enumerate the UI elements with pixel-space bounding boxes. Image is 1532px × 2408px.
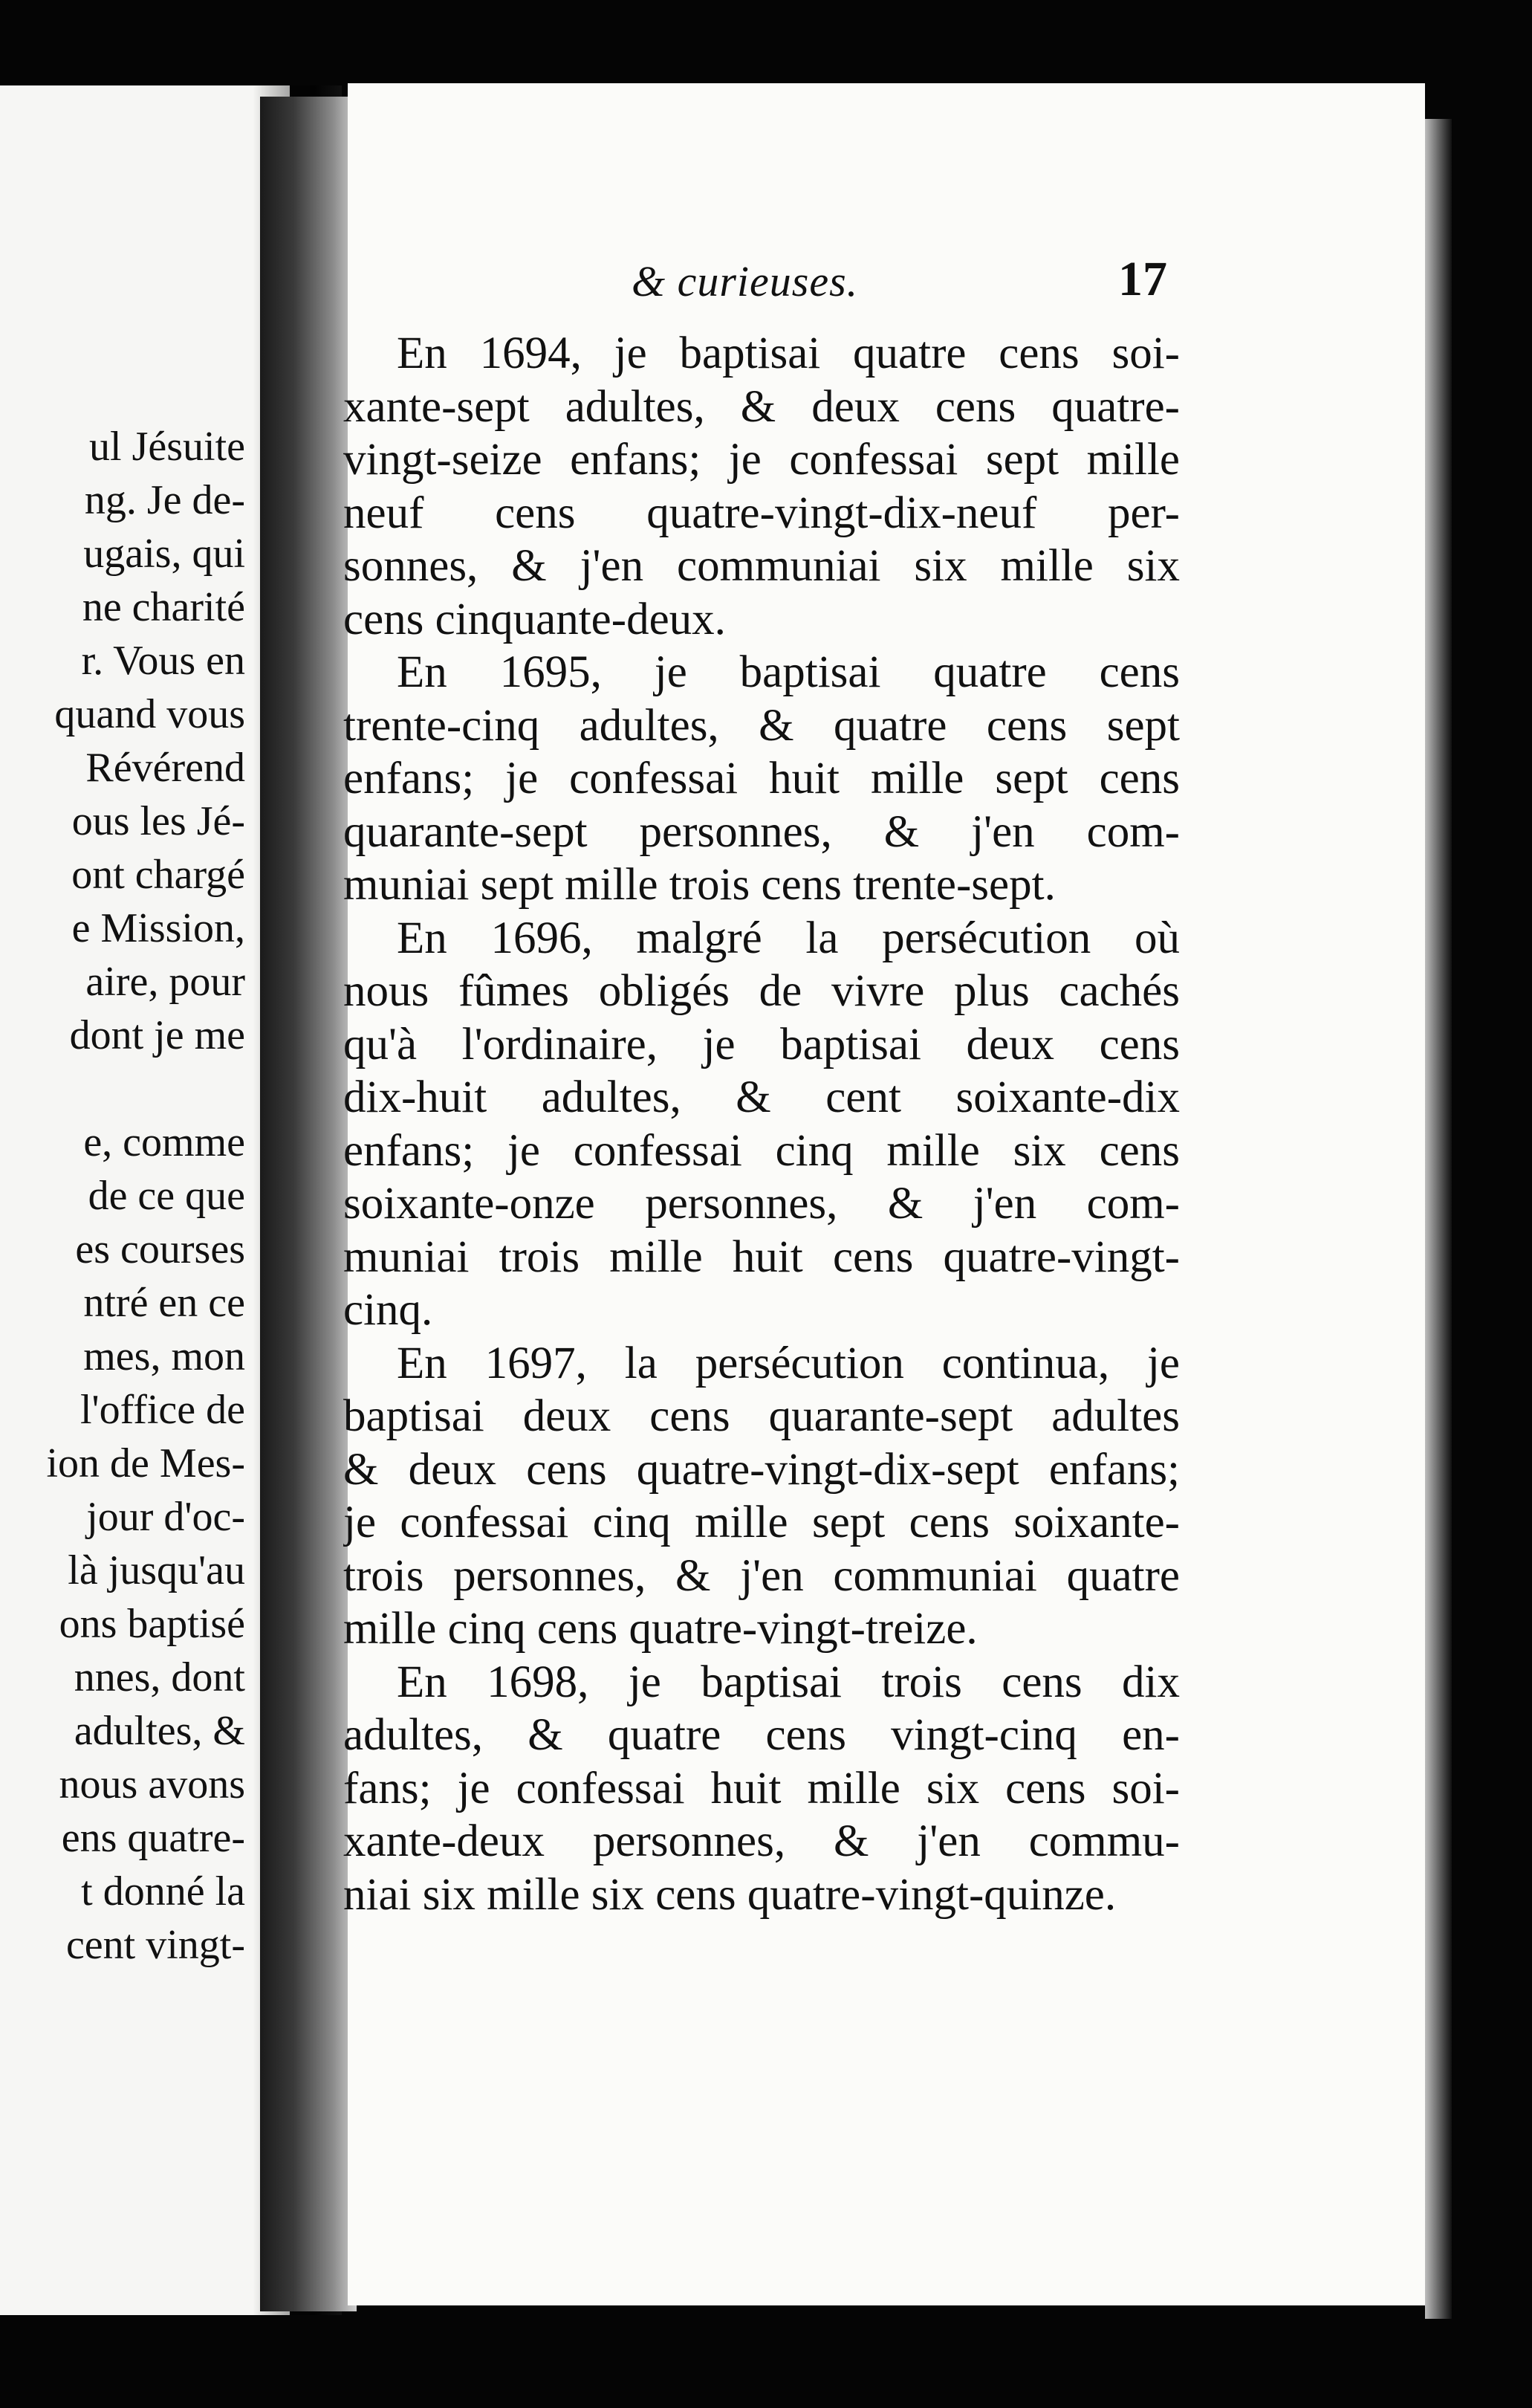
text-line: adultes, & quatre cens vingt-cinq en- — [343, 1710, 1180, 1760]
text-line: muniai sept mille trois cens trente-sept. — [343, 860, 1056, 910]
paragraph — [343, 1656, 1180, 1922]
left-page-line: aire, pour — [85, 959, 245, 1005]
paragraph — [343, 912, 1180, 1337]
left-page-line: ons baptisé — [59, 1601, 245, 1647]
text-line: xante-deux personnes, & j'en commu- — [343, 1816, 1180, 1866]
left-page-line: ion de Mes- — [46, 1440, 245, 1486]
text-line: qu'à l'ordinaire, je baptisai deux cens — [343, 1019, 1180, 1069]
left-page-line: r. Vous en — [81, 638, 245, 684]
left-page-line: adultes, & — [74, 1708, 245, 1754]
text-line: dix-huit adultes, & cent soixante-dix — [343, 1072, 1180, 1122]
left-page-line: e Mission, — [71, 905, 245, 951]
left-page-text — [7, 420, 245, 1972]
left-page-line: ens quatre- — [61, 1815, 245, 1861]
text-line: cens cinquante-deux. — [343, 594, 726, 644]
text-line: baptisai deux cens quarante-sept adultes — [343, 1391, 1180, 1441]
left-page-line: ng. Je de- — [84, 477, 245, 523]
running-head: & curieuses. — [632, 257, 859, 305]
text-line: muniai trois mille huit cens quatre-vingt- — [343, 1231, 1180, 1282]
left-page-line: ont chargé — [71, 852, 245, 898]
text-line: quarante-sept personnes, & j'en com- — [343, 806, 1180, 857]
left-page-line — [7, 1062, 245, 1116]
paragraph — [343, 1337, 1180, 1656]
left-page-line: Révérend — [85, 745, 245, 791]
left-page-line: ous les Jé- — [71, 798, 245, 844]
left-page-line: mes, mon — [83, 1333, 245, 1379]
left-page-line: ne charité — [82, 584, 245, 630]
left-page-line: l'office de — [79, 1387, 245, 1433]
left-page-line: ntré en ce — [83, 1280, 245, 1326]
text-line: vingt-seize enfans; je confessai sept mille — [343, 435, 1180, 485]
text-line: enfans; je confessai huit mille sept cens — [343, 754, 1180, 803]
text-line: enfans; je confessai cinq mille six cens — [343, 1125, 1180, 1176]
left-page-line: là jusqu'au — [68, 1547, 245, 1593]
body-text — [343, 327, 1180, 1921]
left-page — [0, 85, 290, 2315]
page-number: 17 — [1118, 252, 1167, 306]
left-page-line: t donné la — [81, 1868, 245, 1915]
text-line: niai six mille six cens quatre-vingt-quinze. — [343, 1869, 1117, 1920]
text-line: sonnes, & j'en communiai six mille six — [343, 541, 1180, 591]
right-page-edge — [1425, 119, 1452, 2319]
left-page-line: es courses — [75, 1226, 245, 1272]
text-line: En 1694, je baptisai quatre cens soi- — [397, 328, 1180, 378]
text-line: neuf cens quatre-vingt-dix-neuf per- — [343, 488, 1180, 538]
book-gutter — [260, 97, 357, 2311]
text-line: je confessai cinq mille sept cens soixante- — [343, 1498, 1180, 1547]
left-page-line: e, comme — [83, 1119, 245, 1165]
text-line: fans; je confessai huit mille six cens soi- — [343, 1763, 1180, 1813]
left-page-line: quand vous — [54, 691, 245, 737]
left-page-line: cent vingt- — [65, 1922, 245, 1968]
text-line: trente-cinq adultes, & quatre cens sept — [343, 700, 1180, 751]
text-line: trois personnes, & j'en communiai quatre — [343, 1550, 1180, 1601]
left-page-line: jour d'oc- — [86, 1494, 245, 1540]
left-page-line: ul Jésuite — [89, 424, 245, 470]
text-line: En 1696, malgré la persécution où — [397, 913, 1180, 963]
left-page-line: nous avons — [59, 1761, 245, 1807]
left-page-line: dont je me — [69, 1012, 245, 1058]
text-line: nous fûmes obligés de vivre plus cachés — [343, 966, 1180, 1016]
text-line: En 1698, je baptisai trois cens dix — [397, 1657, 1180, 1707]
paragraph — [343, 327, 1180, 646]
left-page-line: nnes, dont — [74, 1654, 245, 1700]
text-line: En 1697, la persécution continua, je — [397, 1338, 1180, 1388]
paragraph — [343, 646, 1180, 912]
text-line: xante-sept adultes, & deux cens quatre- — [343, 381, 1180, 432]
text-line: mille cinq cens quatre-vingt-treize. — [343, 1604, 978, 1654]
text-line: cinq. — [343, 1285, 433, 1335]
text-line: & deux cens quatre-vingt-dix-sept enfans; — [343, 1444, 1180, 1495]
text-line: En 1695, je baptisai quatre cens — [397, 647, 1180, 697]
left-page-line: ugais, qui — [83, 531, 245, 577]
text-line: soixante-onze personnes, & j'en com- — [343, 1179, 1180, 1229]
left-page-line: de ce que — [88, 1173, 245, 1219]
